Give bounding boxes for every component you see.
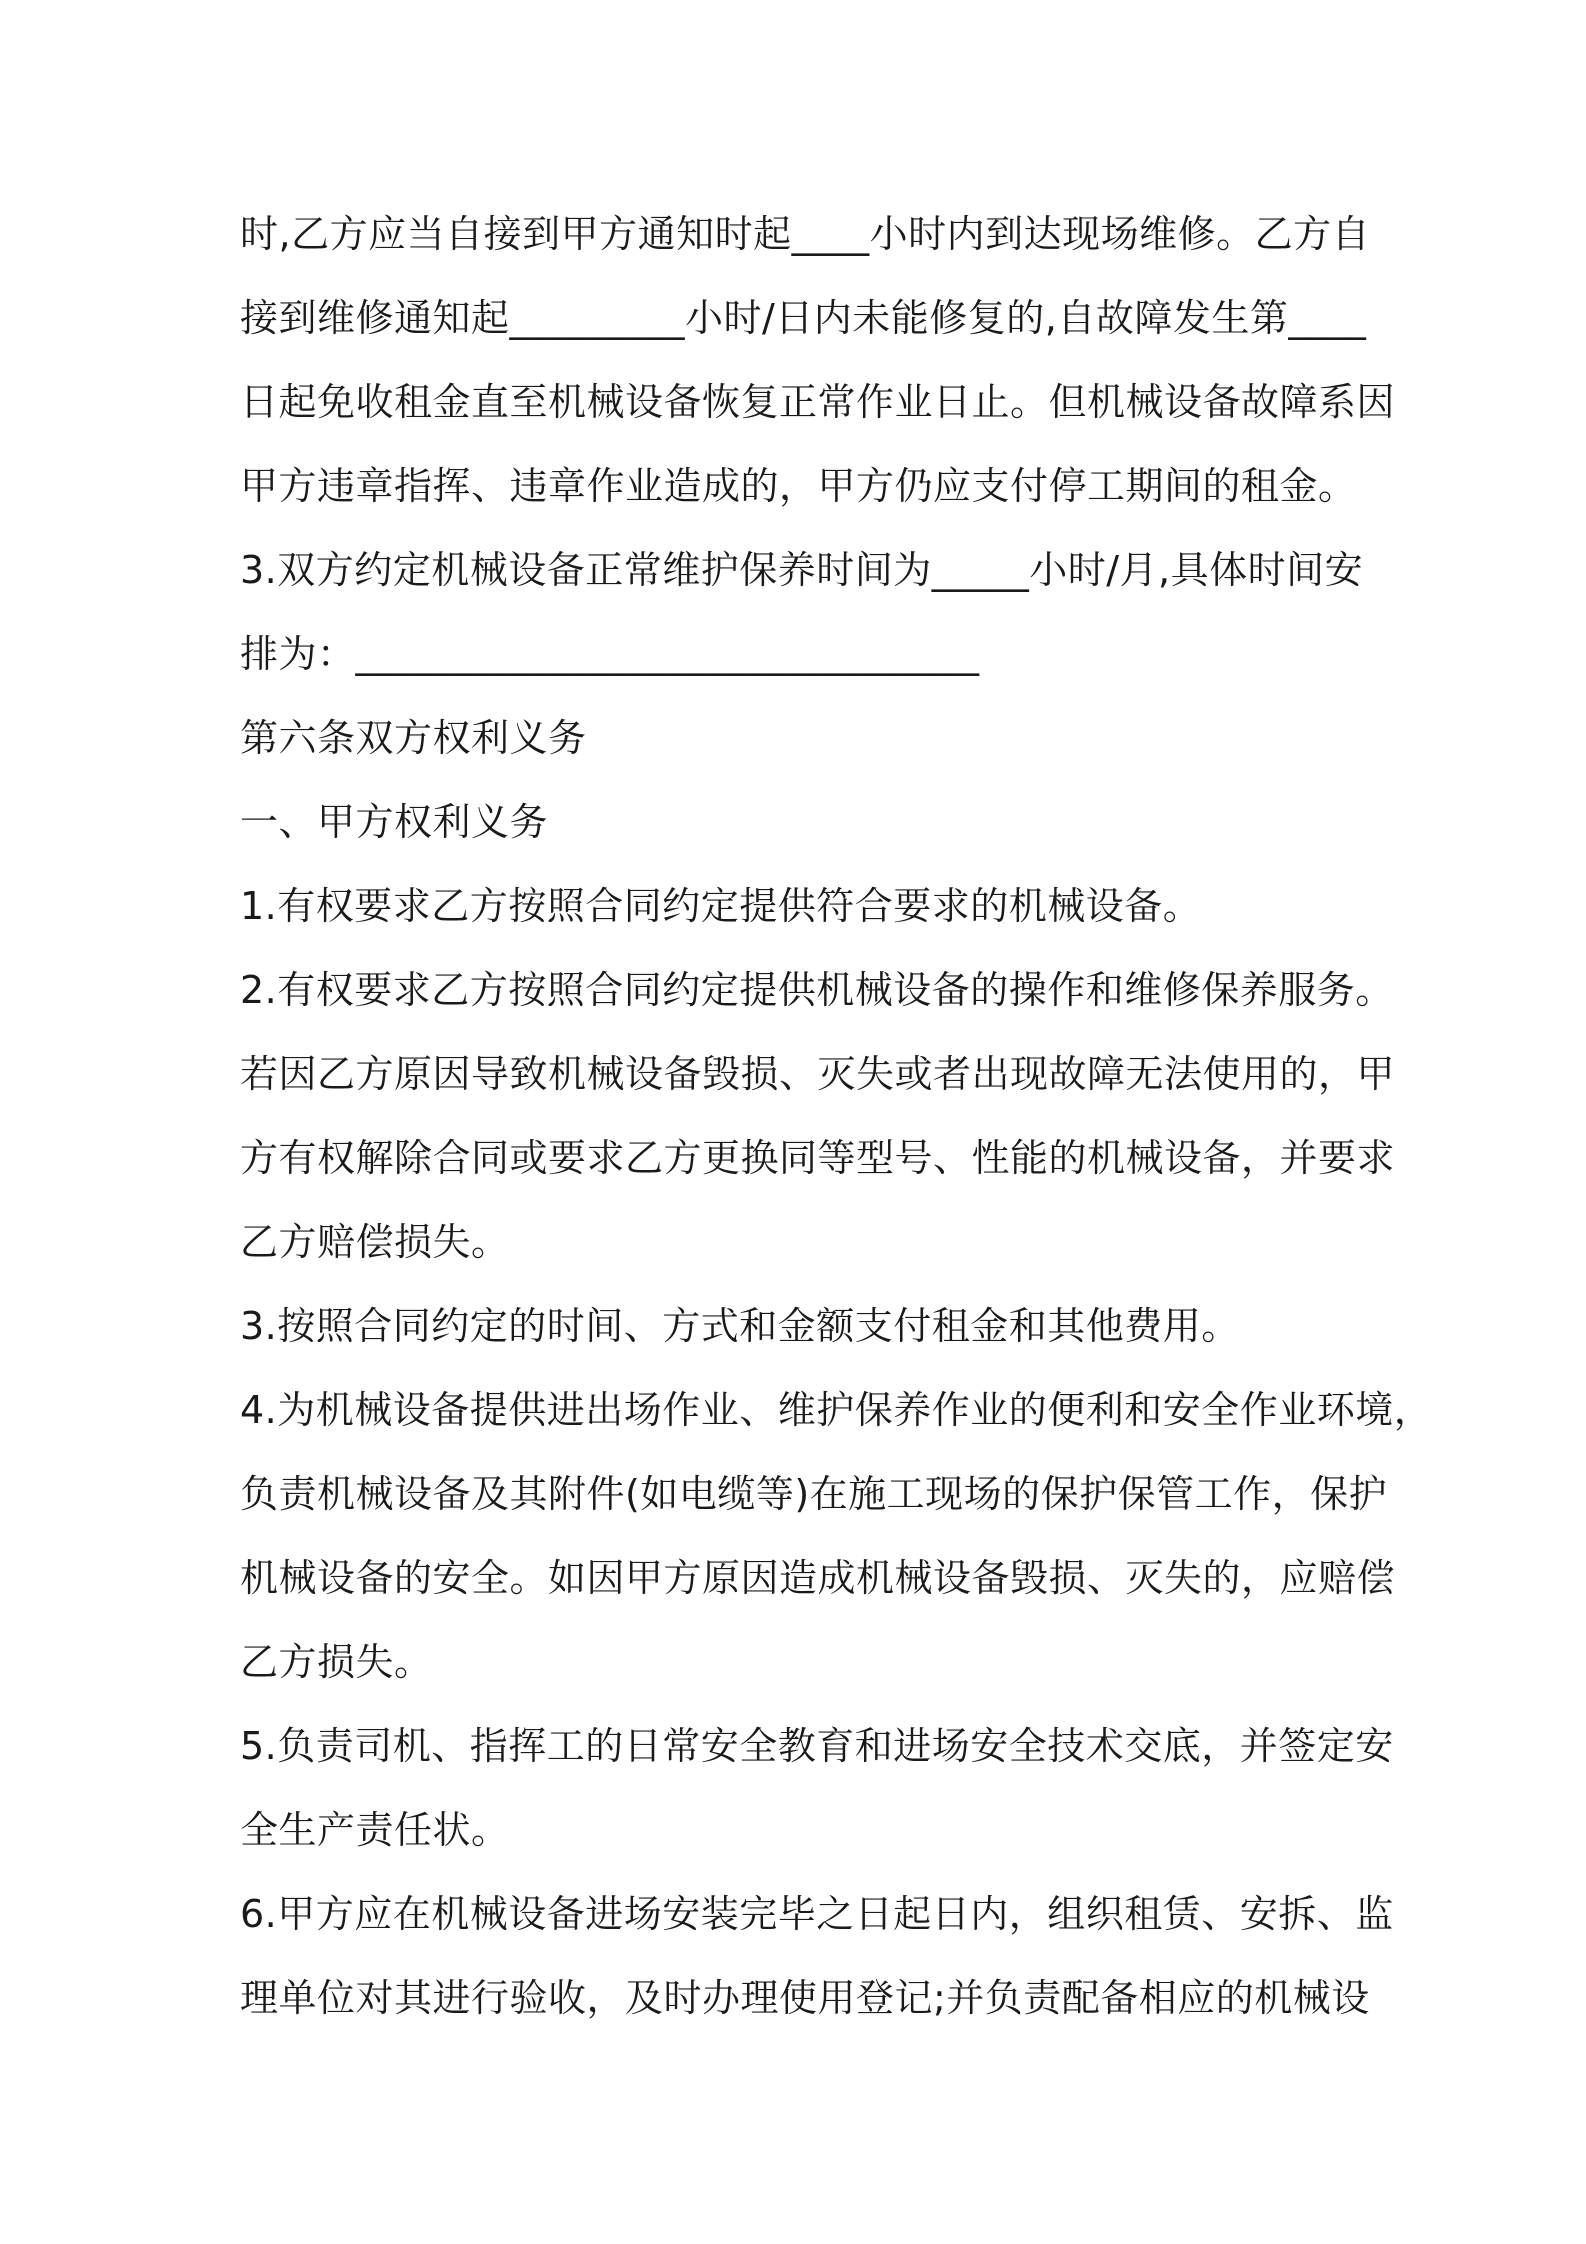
- text-line: 时,乙方应当自接到甲方通知时起____小时内到达现场维修。乙方自: [240, 212, 1371, 256]
- text-line: 日起免收租金直至机械设备恢复正常作业日止。但机械设备故障系因: [240, 380, 1396, 424]
- section-heading: 第六条双方权利义务: [240, 716, 587, 760]
- text-line: 接到维修通知起_________小时/日内未能修复的,自故障发生第____: [240, 296, 1367, 340]
- text-line: 全生产责任状。: [240, 1808, 510, 1852]
- text-line: 6.甲方应在机械设备进场安装完毕之日起日内，组织租赁、安拆、监: [240, 1892, 1394, 1936]
- text-line: 2.有权要求乙方按照合同约定提供机械设备的操作和维修保养服务。: [240, 968, 1394, 1012]
- text-line: 3.按照合同约定的时间、方式和金额支付租金和其他费用。: [240, 1304, 1240, 1348]
- text-line: 乙方损失。: [240, 1640, 433, 1684]
- text-line: 理单位对其进行验收，及时办理使用登记;并负责配备相应的机械设: [240, 1976, 1370, 2020]
- text-line: 机械设备的安全。如因甲方原因造成机械设备毁损、灭失的，应赔偿: [240, 1556, 1396, 1600]
- text-line: 排为：________________________________: [240, 632, 980, 676]
- text-line: 4.为机械设备提供进出场作业、维护保养作业的便利和安全作业环境，: [240, 1388, 1433, 1432]
- text-line: 5.负责司机、指挥工的日常安全教育和进场安全技术交底，并签定安: [240, 1724, 1394, 1768]
- contract-text-body: [240, 192, 1433, 2040]
- text-line: 1.有权要求乙方按照合同约定提供符合要求的机械设备。: [240, 884, 1202, 928]
- subsection-heading: 一、甲方权利义务: [240, 800, 549, 844]
- text-line: 甲方违章指挥、违章作业造成的，甲方仍应支付停工期间的租金。: [240, 464, 1357, 508]
- text-line: 3.双方约定机械设备正常维护保养时间为_____小时/月,具体时间安: [240, 548, 1364, 592]
- text-line: 乙方赔偿损失。: [240, 1220, 510, 1264]
- text-line: 负责机械设备及其附件(如电缆等)在施工现场的保护保管工作，保护: [240, 1472, 1388, 1516]
- text-line: 方有权解除合同或要求乙方更换同等型号、性能的机械设备，并要求: [240, 1136, 1396, 1180]
- text-line: 若因乙方原因导致机械设备毁损、灭失或者出现故障无法使用的，甲: [240, 1052, 1396, 1096]
